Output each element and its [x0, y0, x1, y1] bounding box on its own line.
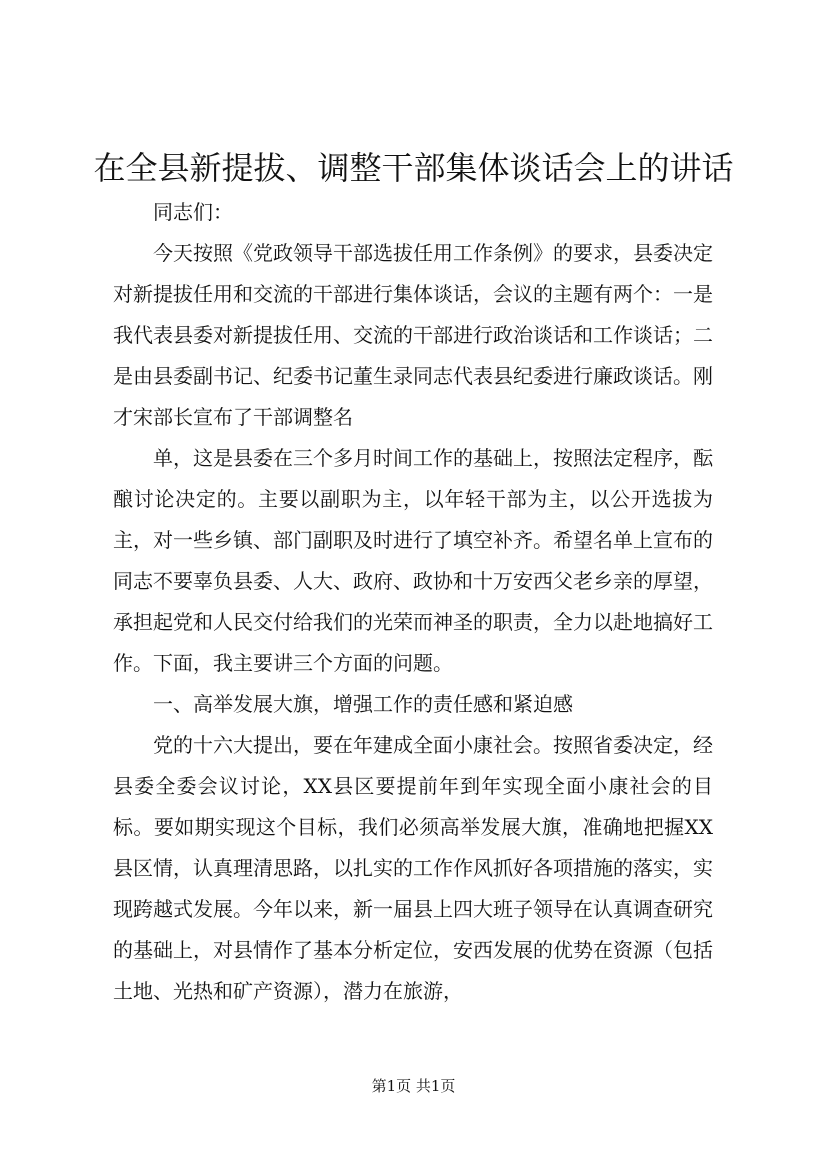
document-title: 在全县新提拔、调整干部集体谈话会上的讲话	[93, 149, 734, 187]
page-number-footer: 第1页 共1页	[371, 1077, 456, 1095]
body-paragraph-1: 今天按照《党政领导干部选拔任用工作条例》的要求，县委决定对新提拔任用和交流的干部进行集体谈话，会议的主题有两个：一是我代表县委对新提拔任用、交流的干部进行政治谈话和工作谈话；二是由县委副书记、纪委书记董生录同志代表县纪委进行廉政谈话。刚才宋部长宣布了干部调整名	[113, 241, 713, 429]
body-paragraph-3: 党的十六大提出，要在年建成全面小康社会。按照省委决定，经县委全委会议讨论，XX县区要提前年到年实现全面小康社会的目标。要如期实现这个目标，我们必须高举发展大旗，准确地把握XX县区情，认真理清思路，以扎实的工作作风抓好各项措施的落实，实现跨越式发展。今年以来，新一届县上四大班子领导在认真调查研究的基础上，对县情作了基本分析定位，安西发展的优势在资源（包括土地、光热和矿产资源），潜力在旅游，	[113, 733, 713, 1003]
salutation-paragraph: 同志们：	[153, 200, 233, 224]
body-paragraph-2: 单，这是县委在三个多月时间工作的基础上，按照法定程序，酝酿讨论决定的。主要以副职为主，以年轻干部为主，以公开选拔为主，对一些乡镇、部门副职及时进行了填空补齐。希望名单上宣布的同志不要辜负县委、人大、政府、政协和十万安西父老乡亲的厚望，承担起党和人民交付给我们的光荣而神圣的职责，全力以赴地搞好工作。下面，我主要讲三个方面的问题。	[113, 446, 713, 675]
document-body	[113, 192, 713, 1012]
section-heading-1: 一、高举发展大旗，增强工作的责任感和紧迫感	[153, 692, 573, 716]
